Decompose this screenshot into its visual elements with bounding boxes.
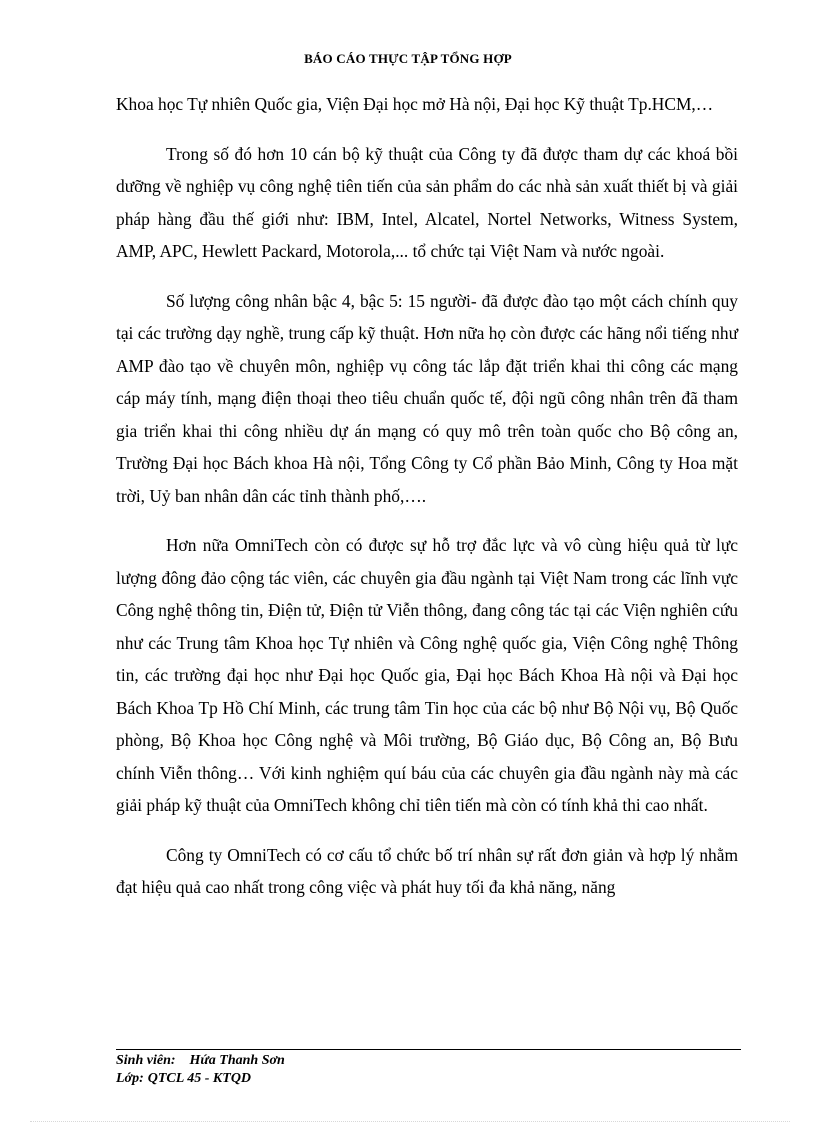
student-name: Hứa Thanh Sơn: [189, 1053, 285, 1068]
paragraph-organization: Công ty OmniTech có cơ cấu tổ chức bố trí nhân sự rất đơn giản và hợp lý nhằm đạt hiệu quả cao nhất trong công việc và phát huy tối đa khả năng, năng: [116, 844, 738, 897]
student-label: Sinh viên:: [116, 1053, 176, 1068]
footer-student-row: [116, 1052, 285, 1070]
paragraph-continuation: Khoa học Tự nhiên Quốc gia, Viện Đại học mở Hà nội, Đại học Kỹ thuật Tp.HCM,…: [116, 94, 714, 114]
footer-divider: [116, 1049, 741, 1050]
page-edge: [30, 1121, 790, 1122]
paragraph-collaborators: Hơn nữa OmniTech còn có được sự hỗ trợ đắc lực và vô cùng hiệu quả từ lực lượng đông đảo cộng tác viên, các chuyên gia đầu ngành tại Việt Nam trong các lĩnh vực Công nghệ thông tin, Điện tử, Điện tử Viễn thông, đang công tác tại các Viện nghiên cứu như các Trung tâm Khoa học Tự nhiên và Công nghệ quốc gia, Viện Công nghệ Thông tin, các trường đại học như Đại học Quốc gia, Đại học Bách Khoa Hà nội và Đại học Bách Khoa Tp Hồ Chí Minh, các trung tâm Tin học của các bộ như Bộ Nội vụ, Bộ Quốc phòng, Bộ Khoa học Công nghệ và Môi trường, Bộ Giáo dục, Bộ Công an, Bộ Bưu chính Viễn thông… Với kinh nghiệm quí báu của các chuyên gia đầu ngành này mà các giải pháp kỹ thuật của OmniTech không chỉ tiên tiến mà còn có tính khả thi cao nhất.: [116, 535, 738, 815]
paragraph-workers: Số lượng công nhân bậc 4, bậc 5: 15 người- đã được đào tạo một cách chính quy tại các trường dạy nghề, trung cấp kỹ thuật. Hơn nữa họ còn được các hãng nổi tiếng như AMP đào tạo về chuyên môn, nghiệp vụ công tác lắp đặt triển khai thi công các mạng cáp máy tính, mạng điện thoại theo tiêu chuẩn quốc tế, đội ngũ công nhân trên đã tham gia triển khai thi công nhiều dự án mạng có quy mô trên toàn quốc cho Bộ công an, Trường Đại học Bách khoa Hà nội, Tổng Công ty Cổ phần Bảo Minh, Công ty Hoa mặt trời, Uỷ ban nhân dân các tỉnh thành phố,….: [116, 290, 738, 506]
page-footer: [116, 1052, 285, 1088]
footer-class-row: [116, 1070, 285, 1088]
class-value: QTCL 45 - KTQD: [147, 1071, 252, 1086]
paragraph-training: Trong số đó hơn 10 cán bộ kỹ thuật của Công ty đã được tham dự các khoá bồi dưỡng về nghiệp vụ công nghệ tiên tiến của sản phẩm do các nhà sản xuất thiết bị và giải pháp hàng đầu thế giới như: IBM, Intel, Alcatel, Nortel Networks, Witness System, AMP, APC, Hewlett Packard, Motorola,... tổ chức tại Việt Nam và nước ngoài.: [116, 143, 738, 261]
report-title: BÁO CÁO THỰC TẬP TỔNG HỢP: [304, 51, 512, 66]
class-label: Lớp:: [116, 1071, 144, 1086]
document-body: [116, 88, 738, 921]
page-header: [0, 51, 816, 67]
